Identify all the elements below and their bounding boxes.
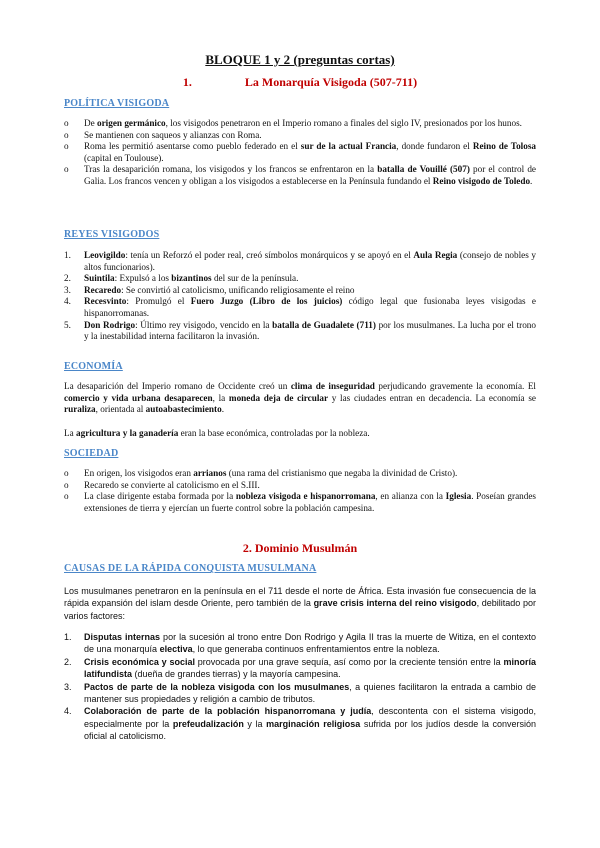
list-marker: 4. (64, 296, 71, 307)
text: De (84, 118, 98, 128)
list-sociedad (64, 468, 536, 514)
list-item (64, 681, 536, 706)
text: sufrida por los judíos desde la conversión oficial al catolicismo. (84, 718, 536, 742)
list-item (64, 130, 536, 142)
list-marker: 2. (64, 273, 71, 284)
heading-economia: ECONOMÍA (64, 361, 123, 372)
text: , descontenta con el sistema visigodo, especialmente por la (84, 706, 536, 729)
bold-text: nobleza visigoda e hispanorromana (235, 491, 376, 502)
bold-text: bizantinos (171, 273, 212, 284)
bold-text: Don Rodrigo (84, 319, 136, 330)
text: Se mantienen con saqueos y alianzas con Roma. (84, 129, 262, 140)
bold-text: Colaboración de parte de la población hispanorromana y judía (84, 706, 372, 717)
text: . (530, 175, 533, 186)
list-marker: 3. (64, 681, 72, 692)
list-marker: 3. (64, 284, 71, 295)
text: perjudicando gravemente la economía. El (374, 381, 536, 391)
bold-text: origen germánico (97, 118, 166, 128)
list-item (64, 141, 536, 164)
list-item (64, 480, 536, 492)
heading-reyes: REYES VISIGODOS (64, 229, 160, 240)
text: La clase dirigente estaba formada por la (84, 491, 236, 502)
list-item (64, 705, 536, 742)
bold-text: Iglesia (445, 491, 472, 502)
bold-text: minoría latifundista (84, 656, 536, 680)
text: por el control de Galia. Los francos vencen y obligan a los visigodos a establecerse en la Península fundando el (84, 164, 537, 186)
bold-text: grave crisis interna del reino visigodo (313, 598, 477, 609)
list-item (64, 250, 536, 273)
list-item (64, 285, 536, 297)
bold-text: electiva (159, 644, 193, 655)
text: por la sucesión al trono entre Don Rodrigo y Agila II tras la muerte de Witiza, en el contexto de una monarquía (84, 632, 537, 655)
text: eran la base económica, controladas por la nobleza. (178, 428, 370, 438)
bold-text: Suintila (84, 273, 115, 284)
text: (capital en Toulouse). (84, 152, 164, 163)
text: , lo que generaba continuos enfrentamientos entre la nobleza. (192, 644, 440, 655)
text: La (64, 428, 76, 438)
bold-text: marginación religiosa (266, 718, 361, 729)
bold-text: Recaredo (84, 284, 122, 295)
bold-text: comercio y vida urbana desaparecen (64, 392, 213, 403)
economia-paragraph-1 (64, 381, 536, 416)
list-item (64, 320, 536, 343)
bold-text: Reino de Tolosa (472, 141, 536, 152)
heading-politica: POLÍTICA VISIGODA (64, 98, 170, 109)
document-title: BLOQUE 1 y 2 (preguntas cortas) (205, 52, 395, 67)
list-item (64, 296, 536, 319)
causas-intro (64, 585, 536, 622)
list-item (64, 631, 536, 656)
economia-paragraph-2 (64, 428, 536, 440)
list-item (64, 656, 536, 681)
text: provocada por una grave sequía, así como por la creciente tensión entre la (194, 656, 504, 667)
text: Los musulmanes penetraron en la península en el 711 desde el norte de África. Esta invasión fue consecuencia de la rápida expansión del islam desde Oriente, pero también de la (64, 586, 536, 609)
text: : tenía un Reforzó el poder real, creó símbolos monárquicos y se apoyó en el (125, 250, 414, 260)
list-marker: 2. (64, 656, 72, 667)
text: y la (243, 718, 267, 729)
bold-text: agricultura y la ganadería (76, 428, 179, 438)
list-marker: o (64, 164, 69, 175)
bold-text: ruraliza (64, 404, 96, 415)
text: Tras la desaparición romana, los visigodos y los francos se enfrentaron en la (84, 164, 378, 175)
text: . (221, 404, 224, 415)
list-item (64, 164, 536, 187)
list-marker: 1. (64, 250, 71, 260)
text: , debilitado por varios factores: (64, 598, 536, 621)
text: , los visigodos penetraron en el Imperio romano a finales del siglo IV, presionados por los hunos. (165, 118, 522, 128)
bold-text: moneda deja de circular (228, 392, 329, 403)
heading-causas: CAUSAS DE LA RÁPIDA CONQUISTA MUSULMANA (64, 563, 317, 574)
text: : Se convirtió al catolicismo, unificando religiosamente el reino (121, 284, 355, 295)
bold-text: Leovigildo (84, 250, 126, 260)
list-marker: 4. (64, 706, 72, 717)
bold-text: Aula Regia (413, 250, 458, 260)
bold-text: Fuero Juzgo (Libro de los juicios) (190, 296, 343, 307)
list-item (64, 468, 536, 480)
bold-text: clima de inseguridad (290, 381, 375, 391)
text: La desaparición del Imperio romano de Occidente creó un (64, 381, 291, 391)
text: (dueña de grandes tierras) y la mayoría campesina. (132, 669, 341, 680)
bold-text: autoabastecimiento (145, 404, 222, 415)
list-politica (64, 118, 536, 188)
list-marker: o (64, 468, 69, 478)
bold-text: Reino visigodo de Toledo (432, 175, 531, 186)
text: , orientada al (95, 404, 146, 415)
section-1-heading (0, 75, 600, 90)
bold-text: batalla de Guadalete (711) (272, 319, 376, 330)
text: , donde fundaron el (396, 141, 473, 152)
list-marker: o (64, 118, 69, 128)
list-marker: o (64, 129, 69, 140)
list-item (64, 273, 536, 285)
text: por los musulmanes. La lucha por el trono y la inestabilidad interna facilitaron la invasión. (84, 319, 536, 342)
text: : Promulgó el (126, 296, 191, 307)
list-marker: 5. (64, 319, 71, 330)
text: , a quienes facilitaron la entrada a cambio de mantener sus propiedades y religión a cambio de tributos. (84, 681, 536, 705)
bold-text: Recesvinto (84, 296, 127, 307)
text: código legal que fusionaba leyes visigodas e hispanorromanas. (84, 296, 536, 318)
bold-text: batalla de Vouillé (507) (377, 164, 470, 175)
text: En origen, los visigodos eran (84, 468, 194, 478)
list-causas (64, 631, 536, 743)
text: , la (212, 392, 229, 403)
bold-text: arrianos (193, 468, 227, 478)
text: (consejo de nobles y altos funcionarios). (84, 250, 536, 272)
bold-text: prefeudalización (172, 718, 244, 729)
bold-text: Disputas internas (84, 632, 161, 642)
bold-text: sur de la actual Francia (300, 141, 397, 152)
list-marker: 1. (64, 632, 72, 642)
heading-sociedad: SOCIEDAD (64, 448, 119, 459)
text: Roma les permitió asentarse como pueblo federado en el (84, 141, 301, 152)
list-marker: o (64, 141, 69, 152)
list-item (64, 118, 536, 130)
bold-text: Pactos de parte de la nobleza visigoda con los musulmanes (84, 681, 350, 692)
list-item (64, 491, 536, 514)
section-2-heading: 2. Dominio Musulmán (242, 541, 358, 555)
list-marker: o (64, 479, 69, 490)
text: . Poseían grandes extensiones de tierra y ejercían un fuerte control sobre la población campesina. (84, 491, 536, 513)
text: : Expulsó a los (114, 273, 172, 284)
text: del sur de la península. (211, 273, 299, 284)
section-1-number: 1. (182, 75, 192, 89)
list-reyes (64, 250, 536, 343)
list-marker: o (64, 491, 69, 502)
text: (una rama del cristianismo que negaba la divinidad de Cristo). (226, 468, 458, 478)
text: Recaredo se convierte al catolicismo en el S.III. (84, 479, 260, 490)
text: , en alianza con la (375, 491, 446, 502)
text: y las ciudades entran en decadencia. La economía se (328, 392, 536, 403)
section-1-title: La Monarquía Visigoda (507-711) (244, 75, 418, 89)
text: : Último rey visigodo, vencido en la (135, 319, 273, 330)
bold-text: Crisis económica y social (84, 656, 195, 667)
